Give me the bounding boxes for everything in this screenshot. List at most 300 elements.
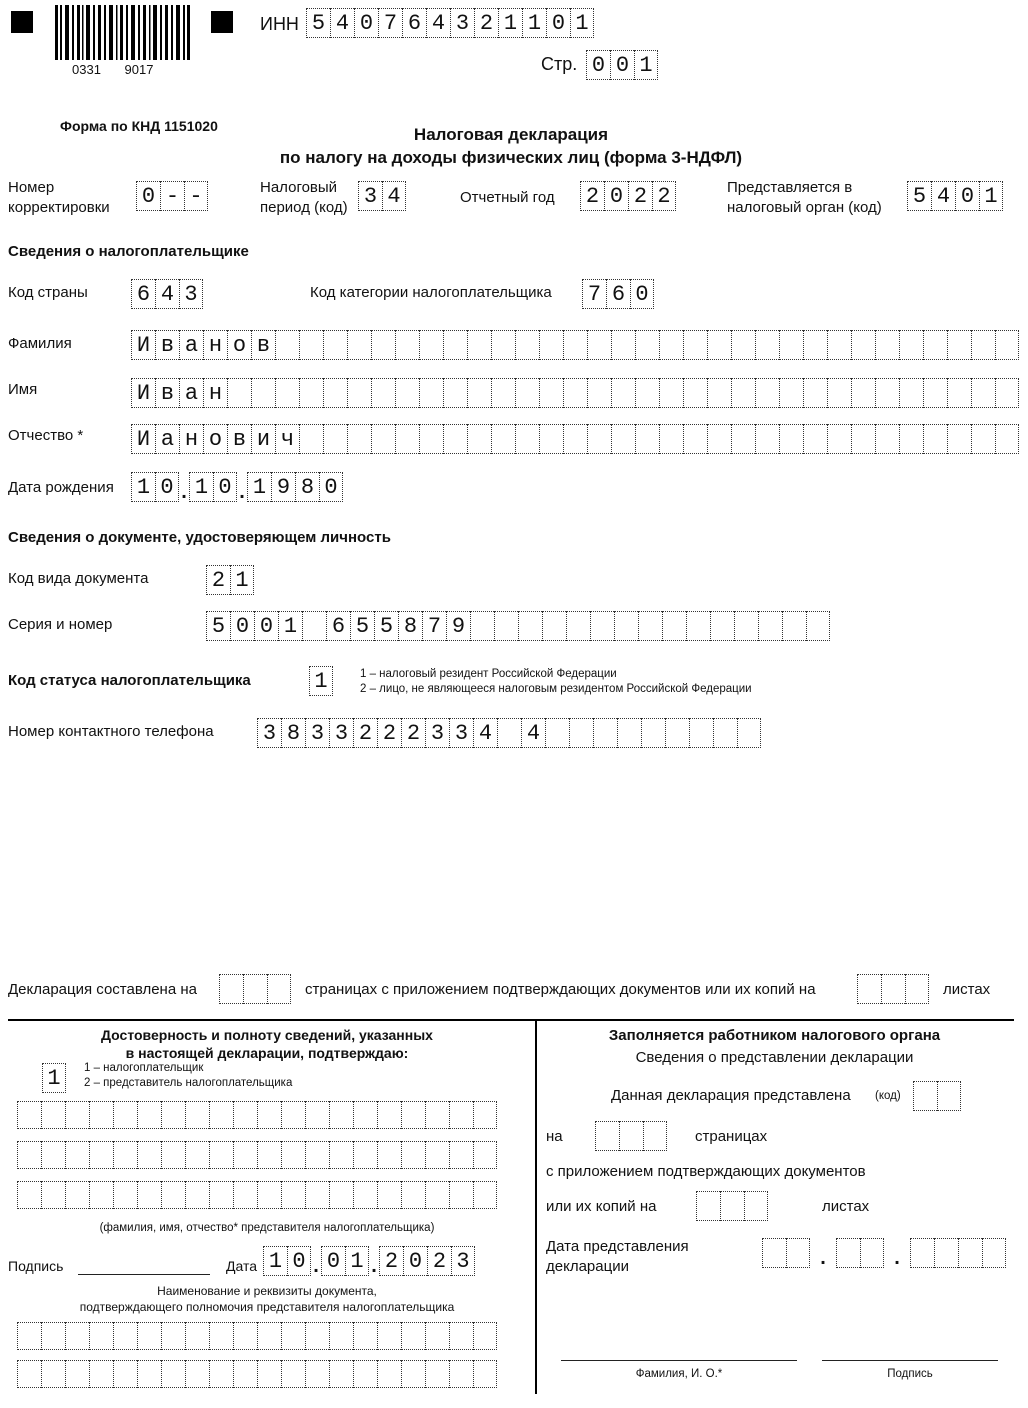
form-cell[interactable]: в [251,330,275,360]
form-cell[interactable]: н [203,378,227,408]
form-cell[interactable] [803,424,827,454]
form-cell[interactable] [755,330,779,360]
form-cell[interactable] [377,1101,401,1129]
form-cell[interactable] [185,1141,209,1169]
form-cell[interactable] [827,378,851,408]
form-cell[interactable] [161,1181,185,1209]
form-cell[interactable]: 5 [306,8,330,38]
form-cell[interactable] [686,611,710,641]
form-cell[interactable] [275,378,299,408]
form-cell[interactable] [395,378,419,408]
form-cell[interactable] [299,424,323,454]
form-cell[interactable]: 0 [955,181,979,211]
form-cell[interactable] [299,378,323,408]
form-cell[interactable]: 6 [131,279,155,309]
form-cell[interactable] [233,1360,257,1388]
form-cell[interactable] [275,330,299,360]
form-cell[interactable] [587,378,611,408]
form-cell[interactable]: 4 [473,718,497,748]
form-cell[interactable]: 3 [329,718,353,748]
form-cell[interactable]: 4 [155,279,179,309]
form-cell[interactable] [329,1181,353,1209]
form-cell[interactable]: 5 [206,611,230,641]
form-cell[interactable] [353,1181,377,1209]
form-cell[interactable]: 0 [319,472,343,502]
form-cell[interactable]: 4 [426,8,450,38]
form-cell[interactable] [257,1322,281,1350]
form-cell[interactable] [467,378,491,408]
form-cell[interactable]: 0 [546,8,570,38]
form-cell[interactable] [443,330,467,360]
form-cell[interactable]: 2 [377,718,401,748]
form-cell[interactable]: 8 [295,472,319,502]
form-cell[interactable] [659,424,683,454]
form-cell[interactable] [910,1238,934,1268]
form-cell[interactable]: 8 [281,718,305,748]
form-cell[interactable] [875,378,899,408]
form-cell[interactable] [89,1360,113,1388]
form-cell[interactable] [731,424,755,454]
form-cell[interactable] [737,718,761,748]
form-cell[interactable] [923,424,947,454]
form-cell[interactable] [619,1121,643,1151]
form-cell[interactable]: 0 [630,279,654,309]
form-cell[interactable] [731,330,755,360]
form-cell[interactable] [401,1101,425,1129]
form-cell[interactable] [497,718,521,748]
form-cell[interactable] [731,378,755,408]
form-cell[interactable] [758,611,782,641]
form-cell[interactable] [323,424,347,454]
form-cell[interactable] [113,1322,137,1350]
form-cell[interactable] [836,1238,860,1268]
form-cell[interactable] [329,1322,353,1350]
form-cell[interactable] [443,378,467,408]
form-cell[interactable]: 0 [230,611,254,641]
form-cell[interactable] [875,330,899,360]
form-cell[interactable]: 1 [278,611,302,641]
form-cell[interactable] [395,424,419,454]
form-cell[interactable] [113,1101,137,1129]
form-cell[interactable] [696,1191,720,1221]
form-cell[interactable] [635,378,659,408]
form-cell[interactable] [89,1141,113,1169]
form-cell[interactable]: 0 [610,50,634,80]
pages-count-cells[interactable] [219,974,291,1004]
form-cell[interactable] [539,378,563,408]
form-cell[interactable] [219,974,243,1004]
form-cell[interactable] [587,330,611,360]
form-cell[interactable] [710,611,734,641]
form-cell[interactable]: 0 [321,1246,345,1276]
form-cell[interactable] [899,424,923,454]
form-cell[interactable] [515,378,539,408]
form-cell[interactable] [347,330,371,360]
form-cell[interactable] [41,1101,65,1129]
form-cell[interactable] [17,1141,41,1169]
form-cell[interactable] [161,1360,185,1388]
form-cell[interactable] [635,424,659,454]
form-cell[interactable]: и [251,424,275,454]
form-cell[interactable] [449,1322,473,1350]
form-cell[interactable]: 1 [263,1246,287,1276]
form-cell[interactable] [281,1101,305,1129]
form-cell[interactable]: 9 [446,611,470,641]
form-cell[interactable]: в [155,378,179,408]
form-cell[interactable] [857,974,881,1004]
form-cell[interactable] [449,1141,473,1169]
form-cell[interactable] [995,378,1019,408]
form-cell[interactable] [899,330,923,360]
form-cell[interactable] [491,424,515,454]
form-cell[interactable]: 2 [580,181,604,211]
representative-fio-row-1[interactable] [17,1101,497,1129]
form-cell[interactable]: 2 [427,1246,451,1276]
form-cell[interactable] [449,1181,473,1209]
form-cell[interactable]: а [179,378,203,408]
form-cell[interactable] [377,1181,401,1209]
form-cell[interactable] [305,1101,329,1129]
form-cell[interactable]: 1 [634,50,658,80]
form-cell[interactable] [401,1322,425,1350]
form-cell[interactable]: о [203,424,227,454]
form-cell[interactable]: И [131,424,155,454]
form-cell[interactable] [875,424,899,454]
form-cell[interactable] [137,1360,161,1388]
presented-code-cells[interactable] [913,1081,961,1111]
office-pages-cells[interactable] [595,1121,667,1151]
form-cell[interactable] [185,1101,209,1129]
form-cell[interactable] [971,424,995,454]
form-cell[interactable] [851,424,875,454]
form-cell[interactable]: в [227,424,251,454]
form-cell[interactable]: 0 [604,181,628,211]
form-cell[interactable] [779,330,803,360]
form-cell[interactable]: 4 [330,8,354,38]
form-cell[interactable] [611,378,635,408]
form-cell[interactable] [233,1322,257,1350]
form-cell[interactable] [683,424,707,454]
form-cell[interactable] [641,718,665,748]
form-cell[interactable] [377,1141,401,1169]
form-cell[interactable] [161,1322,185,1350]
form-cell[interactable] [401,1360,425,1388]
form-cell[interactable] [41,1322,65,1350]
form-cell[interactable]: 1 [247,472,271,502]
form-cell[interactable] [137,1322,161,1350]
form-cell[interactable] [803,378,827,408]
form-cell[interactable] [425,1360,449,1388]
form-cell[interactable] [137,1101,161,1129]
form-cell[interactable] [425,1101,449,1129]
form-cell[interactable] [353,1322,377,1350]
form-cell[interactable] [17,1101,41,1129]
form-cell[interactable] [937,1081,961,1111]
form-cell[interactable] [515,330,539,360]
office-sheets-cells[interactable] [696,1191,768,1221]
form-cell[interactable] [947,378,971,408]
form-cell[interactable] [734,611,758,641]
form-cell[interactable] [281,1360,305,1388]
form-cell[interactable] [467,424,491,454]
form-cell[interactable]: 0 [354,8,378,38]
form-cell[interactable] [665,718,689,748]
form-cell[interactable]: 1 [309,666,333,696]
form-cell[interactable] [851,378,875,408]
form-cell[interactable] [353,1360,377,1388]
form-cell[interactable] [470,611,494,641]
form-cell[interactable] [542,611,566,641]
form-cell[interactable] [243,974,267,1004]
submission-year-cells[interactable] [910,1238,1006,1268]
form-cell[interactable]: И [131,330,155,360]
form-cell[interactable]: 0 [403,1246,427,1276]
form-cell[interactable] [17,1181,41,1209]
form-cell[interactable] [425,1322,449,1350]
form-cell[interactable]: н [203,330,227,360]
form-cell[interactable]: 0 [155,472,179,502]
form-cell[interactable] [185,1322,209,1350]
form-cell[interactable] [659,330,683,360]
form-cell[interactable] [425,1181,449,1209]
form-cell[interactable] [299,330,323,360]
form-cell[interactable]: 2 [379,1246,403,1276]
authority-doc-row-2[interactable] [17,1360,497,1388]
form-cell[interactable]: 7 [422,611,446,641]
form-cell[interactable] [41,1360,65,1388]
form-cell[interactable] [65,1322,89,1350]
form-cell[interactable]: 1 [345,1246,369,1276]
form-cell[interactable] [209,1360,233,1388]
form-cell[interactable]: 2 [652,181,676,211]
form-cell[interactable] [947,424,971,454]
office-signature-line[interactable] [822,1360,998,1361]
form-cell[interactable] [566,611,590,641]
form-cell[interactable] [65,1360,89,1388]
form-cell[interactable] [323,330,347,360]
form-cell[interactable]: 9 [271,472,295,502]
form-cell[interactable] [518,611,542,641]
form-cell[interactable] [65,1181,89,1209]
form-cell[interactable] [494,611,518,641]
sheets-count-cells[interactable] [857,974,929,1004]
form-cell[interactable] [449,1360,473,1388]
submission-date-field[interactable] [762,1238,1006,1268]
form-cell[interactable] [377,1360,401,1388]
form-cell[interactable]: 2 [474,8,498,38]
form-cell[interactable] [923,378,947,408]
form-cell[interactable] [947,330,971,360]
form-cell[interactable] [913,1081,937,1111]
form-cell[interactable] [329,1360,353,1388]
form-cell[interactable] [257,1101,281,1129]
form-cell[interactable] [257,1360,281,1388]
form-cell[interactable] [720,1191,744,1221]
form-cell[interactable] [257,1181,281,1209]
form-cell[interactable]: 2 [628,181,652,211]
form-cell[interactable]: 4 [382,181,406,211]
form-cell[interactable] [860,1238,884,1268]
form-cell[interactable] [395,330,419,360]
form-cell[interactable]: 6 [326,611,350,641]
form-cell[interactable]: 3 [449,718,473,748]
form-cell[interactable] [89,1101,113,1129]
form-cell[interactable] [161,1101,185,1129]
form-cell[interactable] [185,1181,209,1209]
form-cell[interactable] [563,330,587,360]
form-cell[interactable] [281,1141,305,1169]
form-cell[interactable] [971,378,995,408]
form-cell[interactable] [971,330,995,360]
representative-fio-row-2[interactable] [17,1141,497,1169]
form-cell[interactable] [611,424,635,454]
form-cell[interactable] [683,378,707,408]
form-cell[interactable] [643,1121,667,1151]
form-cell[interactable] [401,1141,425,1169]
form-cell[interactable] [467,330,491,360]
form-cell[interactable] [689,718,713,748]
form-cell[interactable]: 7 [378,8,402,38]
form-cell[interactable] [995,424,1019,454]
form-cell[interactable]: 0 [287,1246,311,1276]
form-cell[interactable] [305,1322,329,1350]
submission-month-cells[interactable] [836,1238,884,1268]
form-cell[interactable]: 2 [401,718,425,748]
form-cell[interactable]: - [160,181,184,211]
form-cell[interactable] [473,1360,497,1388]
form-cell[interactable] [755,424,779,454]
form-cell[interactable] [323,378,347,408]
form-cell[interactable] [281,1322,305,1350]
form-cell[interactable] [89,1181,113,1209]
form-cell[interactable] [515,424,539,454]
form-cell[interactable] [329,1101,353,1129]
form-cell[interactable] [662,611,686,641]
form-cell[interactable] [683,330,707,360]
form-cell[interactable]: 6 [606,279,630,309]
form-cell[interactable]: a [155,424,179,454]
form-cell[interactable] [161,1141,185,1169]
form-cell[interactable] [539,330,563,360]
form-cell[interactable] [744,1191,768,1221]
form-cell[interactable] [233,1141,257,1169]
form-cell[interactable] [371,330,395,360]
form-cell[interactable] [65,1101,89,1129]
form-cell[interactable] [569,718,593,748]
form-cell[interactable]: 0 [586,50,610,80]
form-cell[interactable]: 3 [451,1246,475,1276]
form-cell[interactable]: 5 [350,611,374,641]
form-cell[interactable] [137,1141,161,1169]
form-cell[interactable] [185,1360,209,1388]
form-cell[interactable] [401,1181,425,1209]
form-cell[interactable] [443,424,467,454]
form-cell[interactable] [491,378,515,408]
form-cell[interactable] [89,1322,113,1350]
form-cell[interactable] [614,611,638,641]
form-cell[interactable] [934,1238,958,1268]
form-cell[interactable]: 6 [402,8,426,38]
form-cell[interactable] [473,1322,497,1350]
form-cell[interactable]: 3 [425,718,449,748]
form-cell[interactable]: н [179,424,203,454]
form-cell[interactable]: 1 [42,1063,66,1093]
form-cell[interactable] [353,1141,377,1169]
form-cell[interactable] [281,1181,305,1209]
form-cell[interactable] [209,1181,233,1209]
form-cell[interactable]: 7 [582,279,606,309]
form-cell[interactable] [899,378,923,408]
form-cell[interactable]: в [155,330,179,360]
form-cell[interactable] [563,378,587,408]
form-cell[interactable] [419,330,443,360]
form-cell[interactable]: 1 [522,8,546,38]
office-fio-line[interactable] [561,1360,797,1361]
submission-day-cells[interactable] [762,1238,810,1268]
form-cell[interactable] [449,1101,473,1129]
form-cell[interactable] [755,378,779,408]
form-cell[interactable]: 3 [179,279,203,309]
form-cell[interactable] [638,611,662,641]
form-cell[interactable] [593,718,617,748]
form-cell[interactable] [233,1101,257,1129]
form-cell[interactable] [563,424,587,454]
form-cell[interactable] [851,330,875,360]
form-cell[interactable] [806,611,830,641]
form-cell[interactable] [635,330,659,360]
form-cell[interactable]: 4 [931,181,955,211]
form-cell[interactable] [353,1101,377,1129]
form-cell[interactable] [41,1141,65,1169]
form-cell[interactable]: 4 [521,718,545,748]
form-cell[interactable]: 1 [131,472,155,502]
form-cell[interactable]: 0 [136,181,160,211]
form-cell[interactable]: 0 [213,472,237,502]
form-cell[interactable]: 1 [498,8,522,38]
form-cell[interactable] [827,330,851,360]
form-cell[interactable]: 2 [353,718,377,748]
form-cell[interactable] [587,424,611,454]
form-cell[interactable] [305,1141,329,1169]
form-cell[interactable] [491,330,515,360]
form-cell[interactable] [267,974,291,1004]
form-cell[interactable] [209,1322,233,1350]
form-cell[interactable] [923,330,947,360]
form-cell[interactable] [995,330,1019,360]
form-cell[interactable] [611,330,635,360]
form-cell[interactable] [302,611,326,641]
form-cell[interactable]: 3 [305,718,329,748]
form-cell[interactable] [419,424,443,454]
form-cell[interactable] [305,1360,329,1388]
form-cell[interactable]: 1 [979,181,1003,211]
form-cell[interactable] [707,330,731,360]
form-cell[interactable]: 1 [189,472,213,502]
form-cell[interactable] [305,1181,329,1209]
form-cell[interactable]: о [227,330,251,360]
form-cell[interactable] [371,424,395,454]
form-cell[interactable] [137,1181,161,1209]
form-cell[interactable]: 0 [254,611,278,641]
representative-fio-row-3[interactable] [17,1181,497,1209]
form-cell[interactable] [209,1101,233,1129]
form-cell[interactable] [377,1322,401,1350]
form-cell[interactable]: 3 [257,718,281,748]
form-cell[interactable] [545,718,569,748]
form-cell[interactable] [227,378,251,408]
form-cell[interactable] [329,1141,353,1169]
form-cell[interactable]: 1 [570,8,594,38]
